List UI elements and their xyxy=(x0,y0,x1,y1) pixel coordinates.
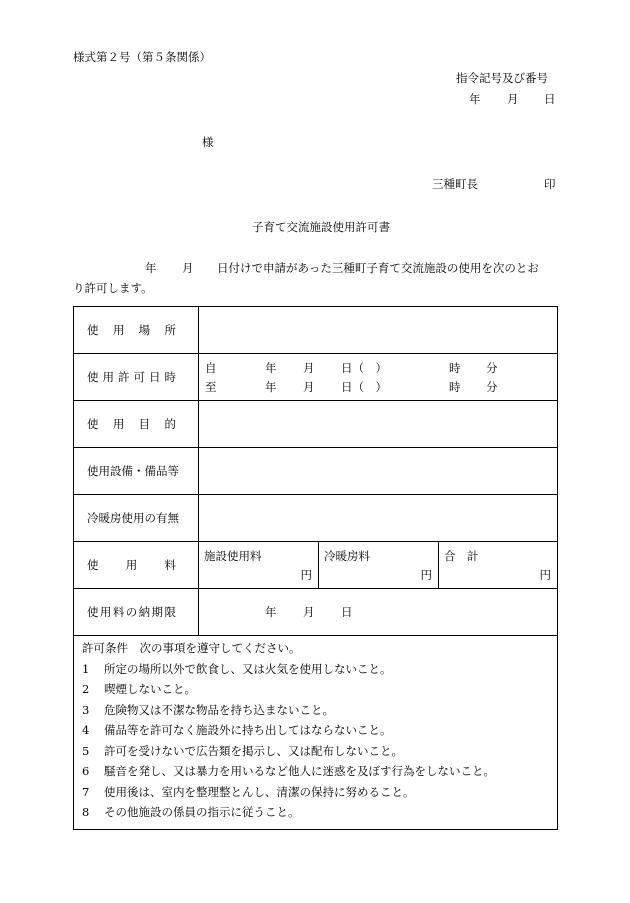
label-aircon-use: 冷 暖 房 使 用 の 有 無 xyxy=(74,495,199,542)
row-equipment xyxy=(74,448,558,495)
label-deadline: 使 用 料 の 納 期 限 xyxy=(74,589,199,636)
issue-day: 日 xyxy=(544,92,556,106)
form-code: 様式第２号（第５条関係） xyxy=(73,50,211,64)
label-datetime: 使 用 許 可 日 時 xyxy=(74,354,199,401)
row-datetime xyxy=(74,354,558,401)
intro-text-line2: り許可します。 xyxy=(73,281,153,295)
permit-table xyxy=(73,306,558,830)
row-conditions xyxy=(74,636,558,830)
intro-month: 月 xyxy=(182,261,194,275)
condition-item: 8 その他施設の係員の指示に従うこと。 xyxy=(82,805,300,819)
from-mark: 自 xyxy=(205,361,217,375)
value-deadline: 年 月 日 xyxy=(199,589,558,636)
condition-item: 2 喫煙しないこと。 xyxy=(82,682,196,696)
label-place: 使 用 場 所 xyxy=(74,307,199,354)
condition-item: 4 備品等を許可なく施設外に持ち出してはならないこと。 xyxy=(82,723,392,737)
value-equipment xyxy=(199,448,558,495)
fee-facility-label: 施設使用料 xyxy=(204,549,262,563)
row-place xyxy=(74,307,558,354)
fee-total-cell: 合 計 円 xyxy=(439,542,558,589)
to-mark: 至 xyxy=(205,380,217,394)
issuer-seal: 印 xyxy=(544,177,556,191)
issue-month: 月 xyxy=(507,92,519,106)
recipient-suffix: 様 xyxy=(202,135,214,149)
row-deadline xyxy=(74,589,558,636)
ref-number-label: 指令記号及び番号 xyxy=(456,71,548,85)
value-place xyxy=(199,307,558,354)
conditions-header: 許可条件 次の事項を遵守してください。 xyxy=(82,641,301,655)
issuer-title: 三種町長 xyxy=(432,177,478,191)
label-equipment: 使 用 設 備 ・ 備 品 等 xyxy=(74,448,199,495)
label-fee: 使 用 料 xyxy=(74,542,199,589)
intro-text-line1: 日付けで申請があった三種町子育て交流施設の使用を次のとお xyxy=(217,261,539,275)
row-fee xyxy=(74,542,558,589)
fee-facility-cell: 施設使用料 円 xyxy=(199,542,319,589)
issue-year: 年 xyxy=(469,92,481,106)
fee-total-label: 合 計 xyxy=(444,549,479,563)
conditions-cell xyxy=(74,636,558,830)
value-purpose xyxy=(199,401,558,448)
fee-aircon-cell: 冷暖房料 円 xyxy=(319,542,439,589)
row-purpose xyxy=(74,401,558,448)
value-datetime: 自 年 月 日（ ） 時 分 至 年 月 日（ ） 時 分 xyxy=(199,354,558,401)
fee-aircon-label: 冷暖房料 xyxy=(324,549,370,563)
label-purpose: 使 用 目 的 xyxy=(74,401,199,448)
value-aircon-use xyxy=(199,495,558,542)
doc-title: 子育て交流施設使用許可書 xyxy=(252,220,390,234)
row-aircon-use xyxy=(74,495,558,542)
condition-item: 7 使用後は、室内を整理整とんし、清潔の保持に努めること。 xyxy=(82,784,415,799)
condition-item: 3 危険物又は不潔な物品を持ち込まないこと。 xyxy=(82,702,334,717)
condition-item: 5 許可を受けないで広告類を掲示し、又は配布しないこと。 xyxy=(82,743,403,758)
intro-year: 年 xyxy=(145,261,157,275)
condition-item: 1 所定の場所以外で飲食し、又は火気を使用しないこと。 xyxy=(82,661,392,676)
condition-item: 6 騒音を発し、又は暴力を用いるなど他人に迷惑を及ぼす行為をしないこと。 xyxy=(82,764,495,778)
